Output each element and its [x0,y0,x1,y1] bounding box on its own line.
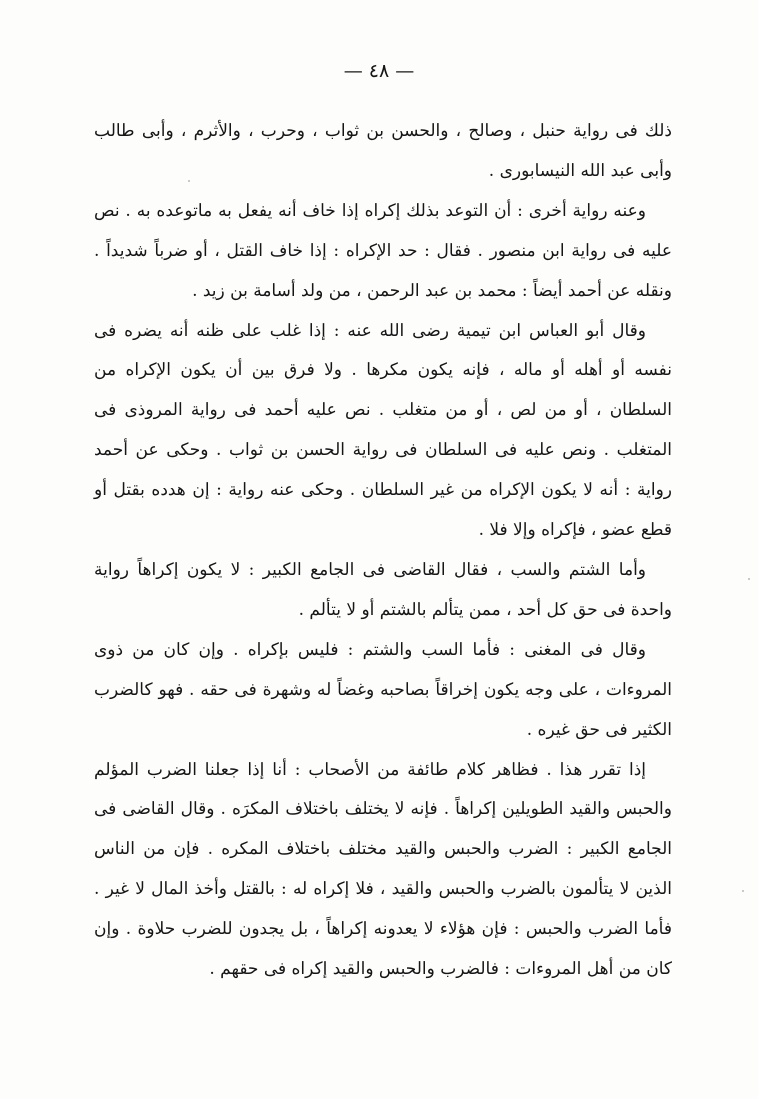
paragraph-6: إذا تقرر هذا . فظاهر كلام طائفة من الأصحاب : أنا إذا جعلنا الضرب المؤلم والحبس والقيد الطويلين إكراهاً . فإنه لا يختلف باختلاف المكرَه . وقال القاضى فى الجامع الكبير : الضرب والحبس والقيد مختلف باختلاف المكره . فإن من الناس الذين لا يتألمون بالضرب والحبس والقيد ، فلا إكراه له : بالقتل وأخذ المال لا غير . فأما الضرب والحبس : فإن هؤلاء لا يعدونه إكراهاً ، بل يجدون للضرب حلاوة . وإن كان من أهل المروءات : فالضرب والحبس والقيد إكراه فى حقهم . [94,759,672,980]
paper-speck [188,180,190,182]
paper-speck [742,890,744,892]
body-text [94,112,672,990]
paragraph-3: وقال أبو العباس ابن تيمية رضى الله عنه : إذا غلب على ظنه أنه يضره فى نفسه أو أهله أو ماله ، فإنه يكون مكرها . ولا فرق بين أن يكون الإكراه من السلطان ، أو من لص ، أو من متغلب . نص عليه أحمد فى رواية المروذى فى المتغلب . ونص عليه فى السلطان فى رواية الحسن بن ثواب . وحكى عن أحمد رواية : أنه لا يكون الإكراه من غير السلطان . وحكى عنه رواية : إن هدده بقتل أو قطع عضو ، فإكراه وإلا فلا . [94,320,672,541]
page-number: — ٤٨ — [343,60,415,82]
paragraph-1: ذلك فى رواية حنبل ، وصالح ، والحسن بن ثواب ، وحرب ، والأثرم ، وأبى طالب وأبى عبد الله النيسابورى . [94,121,672,181]
paragraph-4: وأما الشتم والسب ، فقال القاضى فى الجامع الكبير : لا يكون إكراهاً رواية واحدة فى حق كل أحد ، ممن يتألم بالشتم أو لا يتألم . [94,559,672,620]
paper-speck [748,578,750,580]
paragraph-5: وقال فى المغنى : فأما السب والشتم : فليس بإكراه . وإن كان من ذوى المروءات ، على وجه يكون إخراقاً بصاحبه وغضاً له وشهرة فى حقه . فهو كالضرب الكثير فى حق غيره . [94,639,672,740]
paragraph-2: وعنه رواية أخرى : أن التوعد بذلك إكراه إذا خاف أنه يفعل به ماتوعده به . نص عليه فى رواية ابن منصور . فقال : حد الإكراه : إذا خاف القتل ، أو ضرباً شديداً . ونقله عن أحمد أيضاً : محمد بن عبد الرحمن ، من ولد أسامة بن زيد . [94,200,672,301]
